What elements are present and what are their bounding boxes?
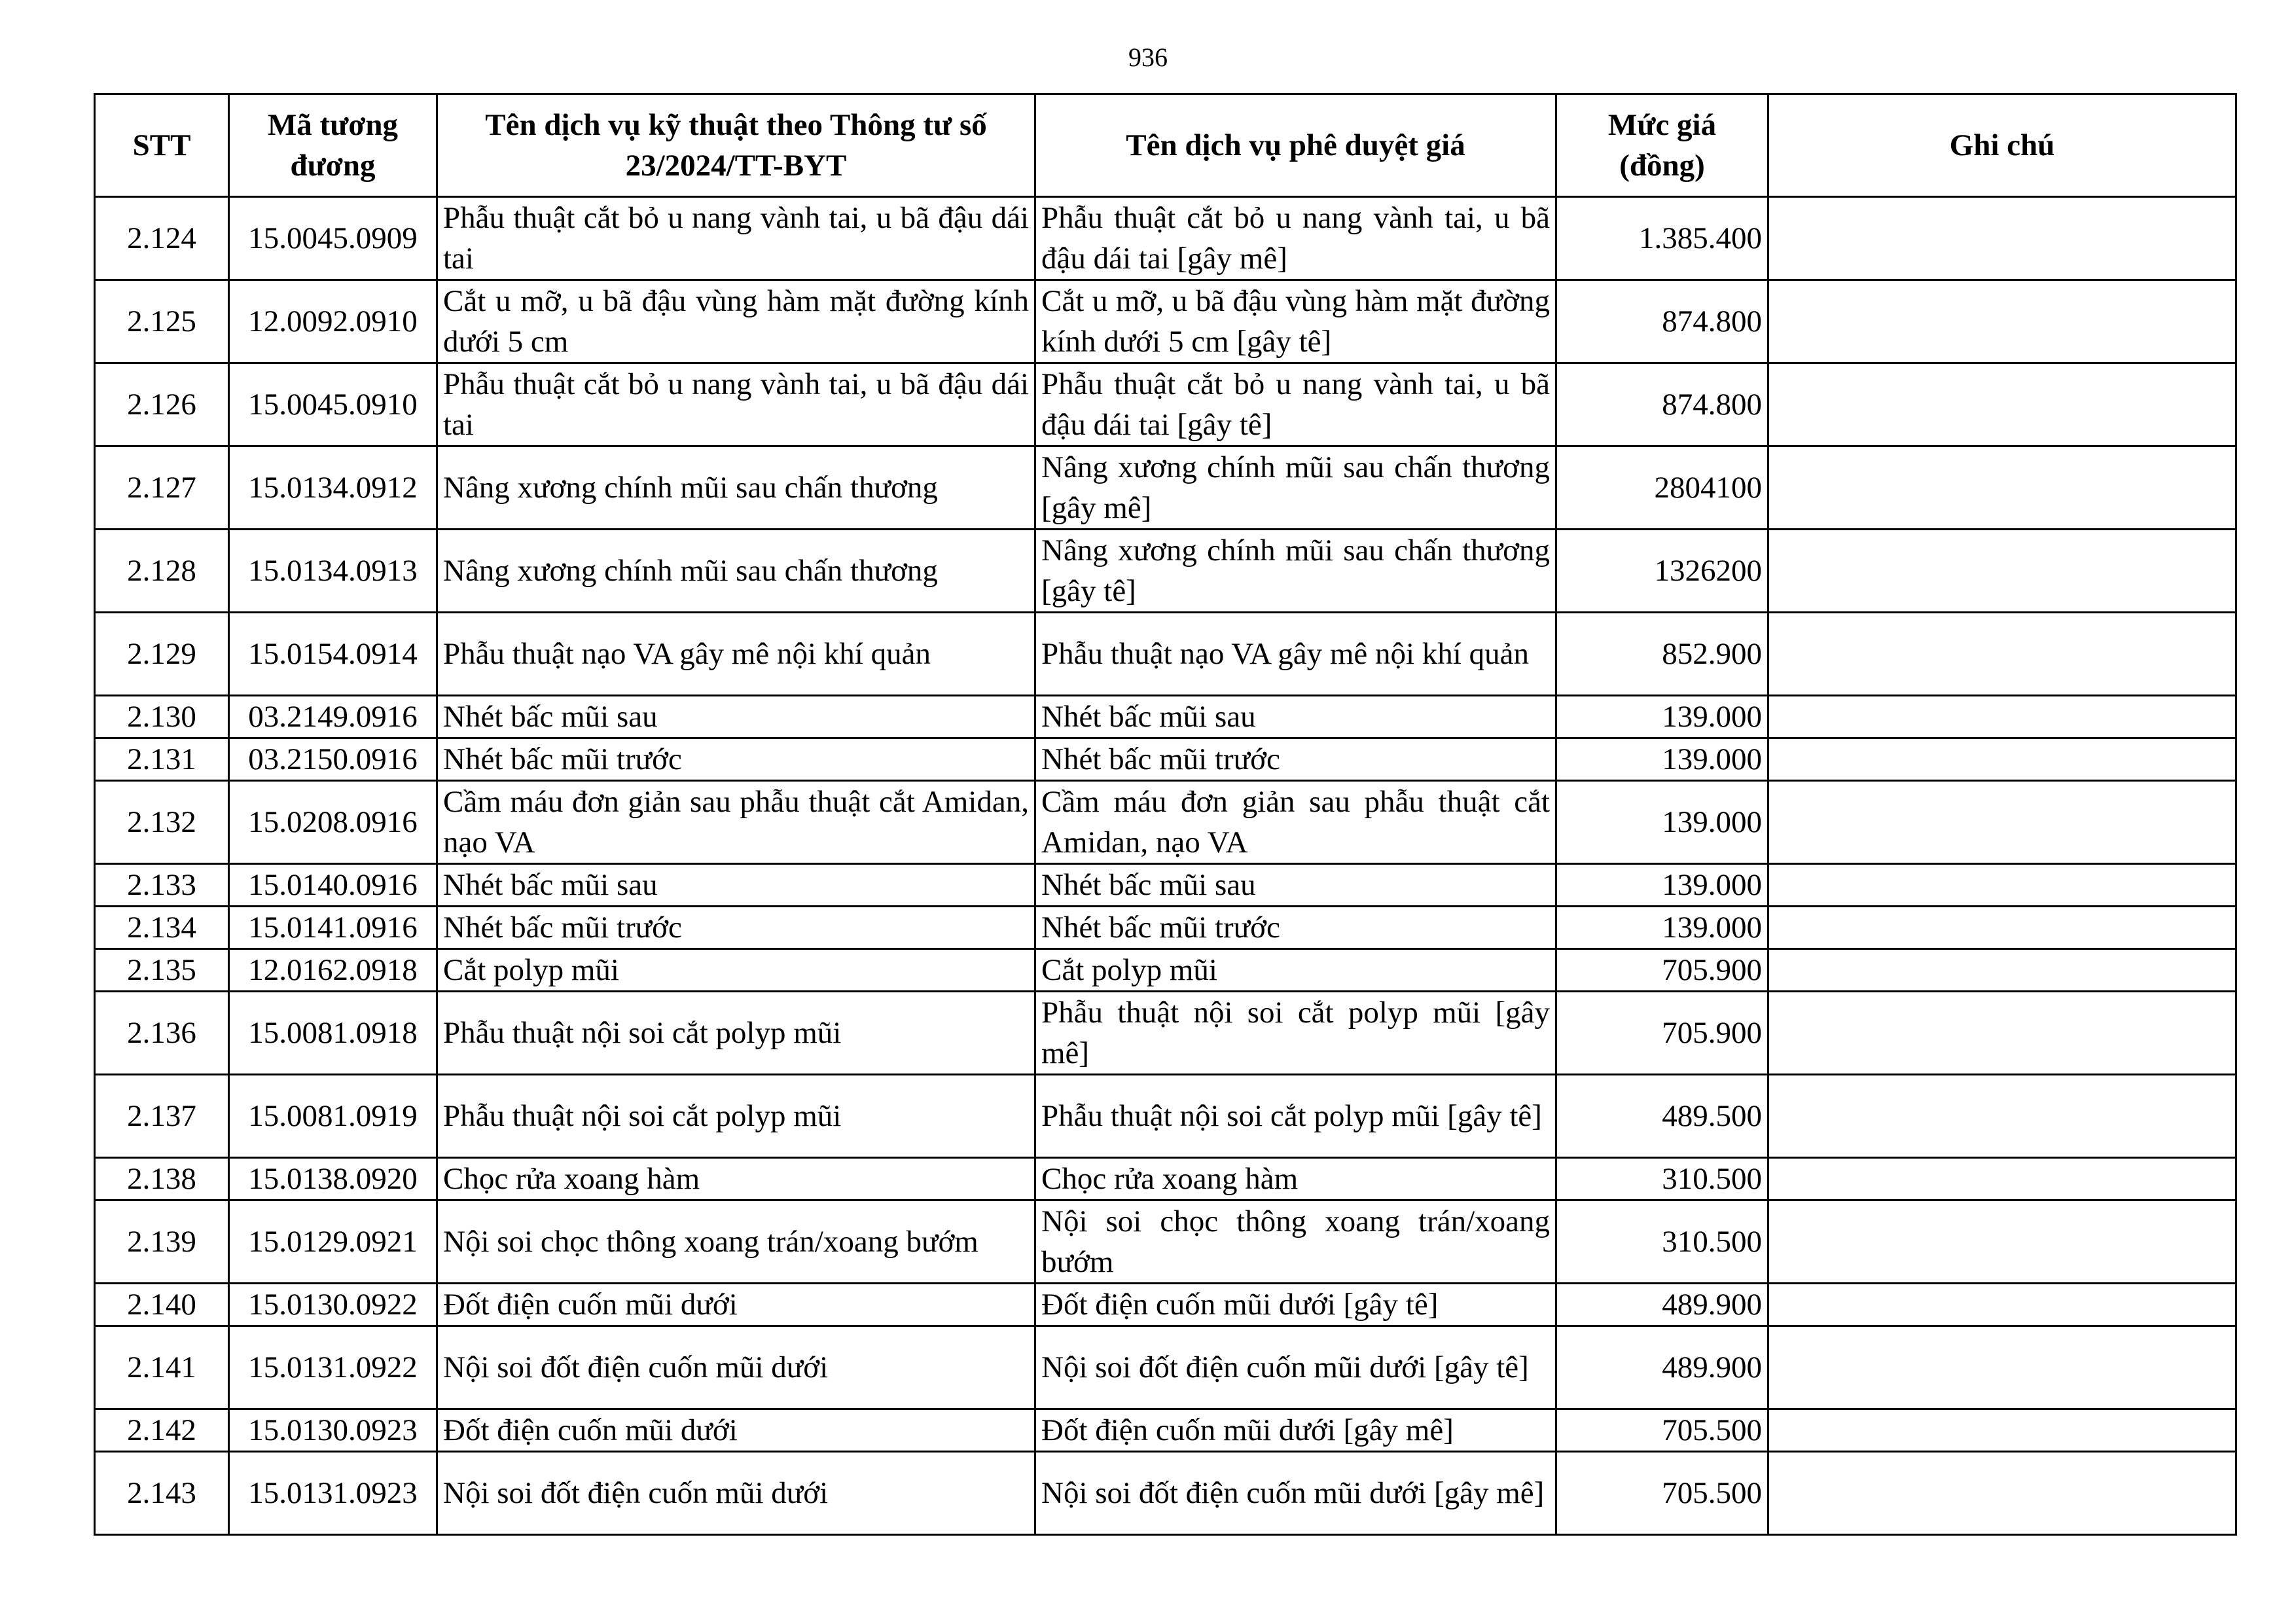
cell-stt: 2.138 [95,1158,229,1200]
table-row [95,1158,2236,1200]
cell-service-name: Chọc rửa xoang hàm [437,1158,1035,1200]
cell-code: 15.0129.0921 [229,1200,437,1284]
cell-note [1768,949,2236,992]
cell-approved-name: Cắt u mỡ, u bã đậu vùng hàm mặt đường kính dưới 5 cm [gây tê] [1035,280,1556,363]
cell-code: 03.2150.0916 [229,738,437,781]
table-row [95,864,2236,907]
cell-service-name: Nội soi đốt điện cuốn mũi dưới [437,1326,1035,1409]
cell-stt: 2.135 [95,949,229,992]
cell-service-name: Nội soi chọc thông xoang trán/xoang bướm [437,1200,1035,1284]
cell-price: 310.500 [1556,1200,1768,1284]
table-row [95,1284,2236,1326]
table-row [95,446,2236,530]
cell-code: 15.0081.0918 [229,992,437,1075]
cell-stt: 2.143 [95,1452,229,1535]
cell-approved-name: Nội soi chọc thông xoang trán/xoang bướm [1035,1200,1556,1284]
table-row [95,949,2236,992]
cell-approved-name: Nâng xương chính mũi sau chấn thương [gây mê] [1035,446,1556,530]
cell-approved-name: Phẫu thuật nạo VA gây mê nội khí quản [1035,613,1556,696]
cell-approved-name: Cắt polyp mũi [1035,949,1556,992]
cell-stt: 2.125 [95,280,229,363]
cell-code: 15.0081.0919 [229,1075,437,1158]
cell-approved-name: Phẫu thuật cắt bỏ u nang vành tai, u bã đậu dái tai [gây mê] [1035,197,1556,280]
cell-stt: 2.130 [95,696,229,738]
cell-price: 1.385.400 [1556,197,1768,280]
header-note: Ghi chú [1768,94,2236,197]
cell-note [1768,781,2236,864]
cell-price: 1326200 [1556,530,1768,613]
cell-approved-name: Nâng xương chính mũi sau chấn thương [gây tê] [1035,530,1556,613]
price-table [94,93,2237,1536]
cell-price: 139.000 [1556,738,1768,781]
cell-service-name: Nâng xương chính mũi sau chấn thương [437,446,1035,530]
cell-price: 874.800 [1556,280,1768,363]
cell-price: 705.500 [1556,1452,1768,1535]
cell-approved-name: Nội soi đốt điện cuốn mũi dưới [gây mê] [1035,1452,1556,1535]
cell-price: 2804100 [1556,446,1768,530]
header-approved-name: Tên dịch vụ phê duyệt giá [1035,94,1556,197]
cell-approved-name: Nội soi đốt điện cuốn mũi dưới [gây tê] [1035,1326,1556,1409]
cell-note [1768,992,2236,1075]
cell-stt: 2.126 [95,363,229,446]
header-stt: STT [95,94,229,197]
cell-note [1768,197,2236,280]
table-row [95,530,2236,613]
cell-code: 15.0134.0912 [229,446,437,530]
table-row [95,992,2236,1075]
cell-service-name: Đốt điện cuốn mũi dưới [437,1409,1035,1452]
cell-price: 705.900 [1556,992,1768,1075]
table-row [95,1075,2236,1158]
cell-service-name: Cắt polyp mũi [437,949,1035,992]
cell-approved-name: Cầm máu đơn giản sau phẫu thuật cắt Amidan, nạo VA [1035,781,1556,864]
cell-stt: 2.134 [95,907,229,949]
cell-approved-name: Đốt điện cuốn mũi dưới [gây tê] [1035,1284,1556,1326]
cell-price: 489.900 [1556,1326,1768,1409]
cell-note [1768,1326,2236,1409]
cell-note [1768,1284,2236,1326]
cell-service-name: Phẫu thuật nội soi cắt polyp mũi [437,992,1035,1075]
cell-price: 310.500 [1556,1158,1768,1200]
table-row [95,907,2236,949]
cell-price: 705.500 [1556,1409,1768,1452]
cell-approved-name: Đốt điện cuốn mũi dưới [gây mê] [1035,1409,1556,1452]
cell-price: 139.000 [1556,907,1768,949]
cell-price: 874.800 [1556,363,1768,446]
table-row [95,781,2236,864]
header-code: Mã tương đương [229,94,437,197]
cell-price: 139.000 [1556,696,1768,738]
cell-approved-name: Phẫu thuật nội soi cắt polyp mũi [gây tê] [1035,1075,1556,1158]
cell-note [1768,280,2236,363]
cell-stt: 2.128 [95,530,229,613]
cell-service-name: Nội soi đốt điện cuốn mũi dưới [437,1452,1035,1535]
cell-note [1768,1409,2236,1452]
cell-stt: 2.136 [95,992,229,1075]
cell-stt: 2.124 [95,197,229,280]
cell-code: 15.0208.0916 [229,781,437,864]
cell-stt: 2.142 [95,1409,229,1452]
cell-note [1768,1075,2236,1158]
cell-service-name: Đốt điện cuốn mũi dưới [437,1284,1035,1326]
cell-note [1768,738,2236,781]
table-row [95,363,2236,446]
cell-service-name: Nhét bấc mũi sau [437,864,1035,907]
cell-note [1768,1158,2236,1200]
cell-approved-name: Nhét bấc mũi trước [1035,738,1556,781]
cell-note [1768,613,2236,696]
cell-code: 15.0140.0916 [229,864,437,907]
header-price: Mức giá (đồng) [1556,94,1768,197]
cell-price: 705.900 [1556,949,1768,992]
table-row [95,280,2236,363]
cell-stt: 2.127 [95,446,229,530]
cell-code: 03.2149.0916 [229,696,437,738]
cell-service-name: Phẫu thuật cắt bỏ u nang vành tai, u bã đậu dái tai [437,363,1035,446]
cell-note [1768,1200,2236,1284]
cell-stt: 2.129 [95,613,229,696]
cell-note [1768,530,2236,613]
cell-price: 139.000 [1556,781,1768,864]
cell-code: 15.0130.0923 [229,1409,437,1452]
table-row [95,1409,2236,1452]
cell-stt: 2.140 [95,1284,229,1326]
cell-service-name: Phẫu thuật nạo VA gây mê nội khí quản [437,613,1035,696]
cell-price: 489.900 [1556,1284,1768,1326]
cell-approved-name: Nhét bấc mũi sau [1035,864,1556,907]
cell-code: 15.0138.0920 [229,1158,437,1200]
cell-price: 852.900 [1556,613,1768,696]
cell-service-name: Phẫu thuật nội soi cắt polyp mũi [437,1075,1035,1158]
cell-code: 15.0154.0914 [229,613,437,696]
cell-code: 15.0134.0913 [229,530,437,613]
cell-code: 15.0131.0922 [229,1326,437,1409]
cell-price: 489.500 [1556,1075,1768,1158]
cell-stt: 2.132 [95,781,229,864]
cell-code: 15.0045.0909 [229,197,437,280]
cell-note [1768,363,2236,446]
cell-service-name: Nhét bấc mũi sau [437,696,1035,738]
cell-stt: 2.137 [95,1075,229,1158]
cell-approved-name: Phẫu thuật nội soi cắt polyp mũi [gây mê] [1035,992,1556,1075]
cell-service-name: Nhét bấc mũi trước [437,738,1035,781]
table-row [95,696,2236,738]
cell-service-name: Cắt u mỡ, u bã đậu vùng hàm mặt đường kính dưới 5 cm [437,280,1035,363]
table-row [95,1452,2236,1535]
cell-note [1768,907,2236,949]
cell-code: 15.0131.0923 [229,1452,437,1535]
cell-stt: 2.141 [95,1326,229,1409]
cell-approved-name: Chọc rửa xoang hàm [1035,1158,1556,1200]
cell-note [1768,696,2236,738]
header-service-name: Tên dịch vụ kỹ thuật theo Thông tư số 23/2024/TT-BYT [437,94,1035,197]
table-row [95,738,2236,781]
table-row [95,613,2236,696]
cell-code: 15.0130.0922 [229,1284,437,1326]
cell-approved-name: Phẫu thuật cắt bỏ u nang vành tai, u bã đậu dái tai [gây tê] [1035,363,1556,446]
table-row [95,197,2236,280]
cell-code: 12.0092.0910 [229,280,437,363]
cell-code: 15.0045.0910 [229,363,437,446]
cell-service-name: Nhét bấc mũi trước [437,907,1035,949]
cell-approved-name: Nhét bấc mũi trước [1035,907,1556,949]
cell-service-name: Cầm máu đơn giản sau phẫu thuật cắt Amidan, nạo VA [437,781,1035,864]
table-row [95,1200,2236,1284]
cell-note [1768,864,2236,907]
cell-note [1768,446,2236,530]
cell-approved-name: Nhét bấc mũi sau [1035,696,1556,738]
header-row [95,94,2236,197]
cell-code: 12.0162.0918 [229,949,437,992]
cell-stt: 2.139 [95,1200,229,1284]
cell-service-name: Phẫu thuật cắt bỏ u nang vành tai, u bã đậu dái tai [437,197,1035,280]
cell-stt: 2.133 [95,864,229,907]
page-number: 936 [1128,43,1168,72]
cell-price: 139.000 [1556,864,1768,907]
cell-stt: 2.131 [95,738,229,781]
cell-service-name: Nâng xương chính mũi sau chấn thương [437,530,1035,613]
table-row [95,1326,2236,1409]
cell-note [1768,1452,2236,1535]
cell-code: 15.0141.0916 [229,907,437,949]
